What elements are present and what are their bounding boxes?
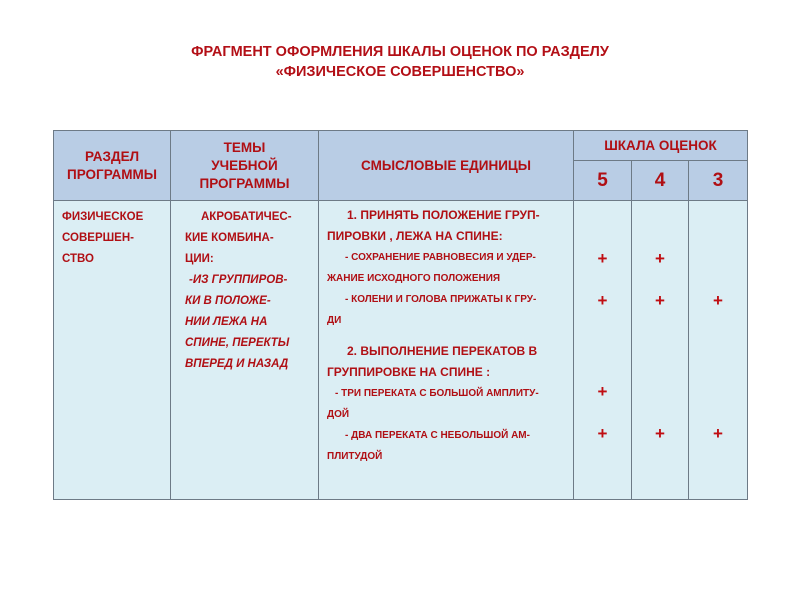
unit-2-sub-1-line: ДОЙ <box>327 409 350 420</box>
plus-mark: + <box>597 291 608 310</box>
topic-italic-line: -ИЗ ГРУППИРОВ- <box>189 274 288 286</box>
cell-grade-5 <box>574 201 632 500</box>
section-line: СОВЕРШЕН- <box>62 232 134 244</box>
header-grade-5: 5 <box>574 161 632 201</box>
header-grade-3: 3 <box>689 161 748 201</box>
section-line: СТВО <box>62 253 95 265</box>
header-units: СМЫСЛОВЫЕ ЕДИНИЦЫ <box>319 131 574 201</box>
plus-mark: + <box>655 424 665 443</box>
unit-2-sub-2-line: - ДВА ПЕРЕКАТА С НЕБОЛЬШОЙ АМ- <box>345 430 530 441</box>
plus-mark: + <box>597 249 608 268</box>
topic-italic-line: НИИ ЛЕЖА НА <box>185 316 268 328</box>
header-topics: ТЕМЫ УЧЕБНОЙ ПРОГРАММЫ <box>171 131 319 201</box>
unit-1-line: ПИРОВКИ , ЛЕЖА НА СПИНЕ: <box>327 229 503 243</box>
page-title <box>0 42 800 82</box>
plus-mark: + <box>597 382 608 401</box>
cell-topics <box>171 201 319 500</box>
unit-2-line: 2. ВЫПОЛНЕНИЕ ПЕРЕКАТОВ В <box>347 344 538 358</box>
unit-1-sub-2-line: - КОЛЕНИ И ГОЛОВА ПРИЖАТЫ К ГРУ- <box>345 294 537 305</box>
unit-2-sub-2-line: ПЛИТУДОЙ <box>327 451 383 462</box>
grading-scale-table <box>53 130 748 500</box>
unit-1-sub-2-line: ДИ <box>327 315 342 326</box>
plus-mark: + <box>597 424 608 443</box>
plus-mark: + <box>713 424 723 443</box>
cell-grade-4 <box>632 201 689 500</box>
title-line-1: ФРАГМЕНТ ОФОРМЛЕНИЯ ШКАЛЫ ОЦЕНОК ПО РАЗДЕЛУ <box>191 44 609 60</box>
unit-1-line: 1. ПРИНЯТЬ ПОЛОЖЕНИЕ ГРУП- <box>347 208 540 222</box>
unit-1-sub-1-line: - СОХРАНЕНИЕ РАВНОВЕСИЯ И УДЕР- <box>345 252 536 263</box>
header-section: РАЗДЕЛ ПРОГРАММЫ <box>54 131 171 201</box>
cell-grade-3 <box>689 201 748 500</box>
cell-units <box>319 201 574 500</box>
unit-1-sub-1-line: ЖАНИЕ ИСХОДНОГО ПОЛОЖЕНИЯ <box>327 273 501 284</box>
header-scale: ШКАЛА ОЦЕНОК <box>574 131 748 161</box>
unit-2-sub-1-line: - ТРИ ПЕРЕКАТА С БОЛЬШОЙ АМПЛИТУ- <box>335 388 539 399</box>
header-grade-4: 4 <box>632 161 689 201</box>
plus-mark: + <box>655 291 665 310</box>
topic-italic-line: СПИНЕ, ПЕРЕКТЫ <box>185 337 290 349</box>
plus-mark: + <box>713 291 723 310</box>
topic-line: ЦИИ: <box>185 253 214 265</box>
topic-line: КИЕ КОМБИНА- <box>185 232 274 244</box>
topic-line: АКРОБАТИЧЕС- <box>201 211 292 223</box>
topic-italic-line: ВПЕРЕД И НАЗАД <box>185 358 289 370</box>
title-line-2: «ФИЗИЧЕСКОЕ СОВЕРШЕНСТВО» <box>275 64 525 80</box>
plus-mark: + <box>655 249 665 268</box>
cell-section <box>54 201 171 500</box>
section-line: ФИЗИЧЕСКОЕ <box>62 211 144 223</box>
unit-2-line: ГРУППИРОВКЕ НА СПИНЕ : <box>327 365 491 379</box>
topic-italic-line: КИ В ПОЛОЖЕ- <box>185 295 271 307</box>
